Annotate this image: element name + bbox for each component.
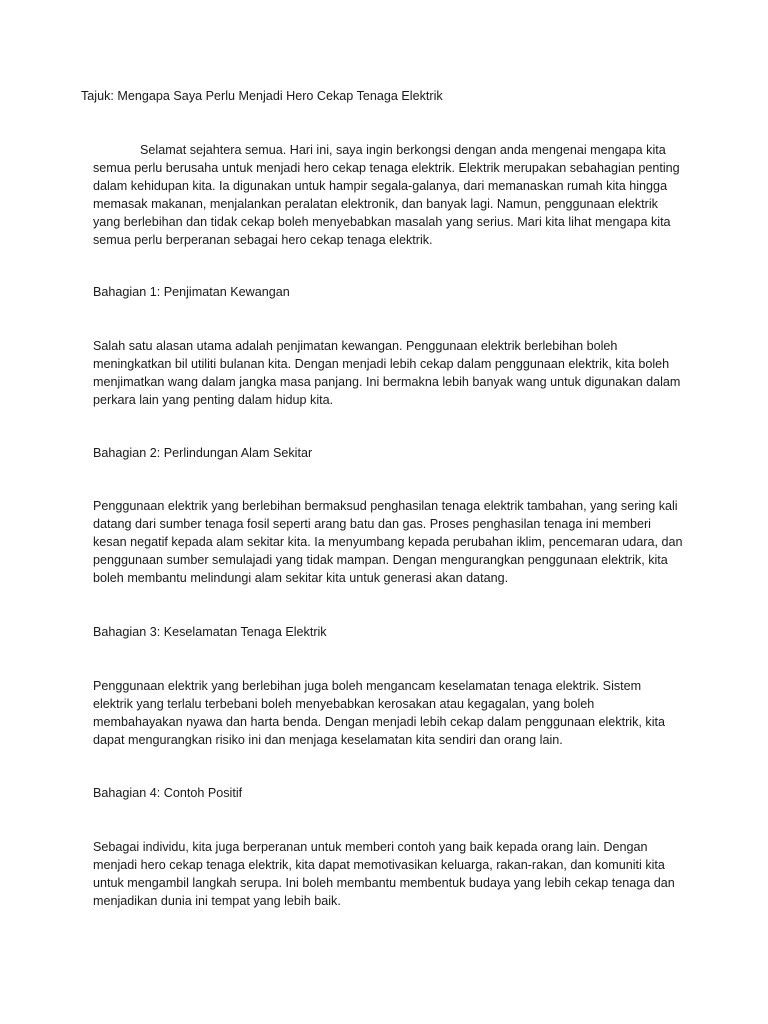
section-body-1: Salah satu alasan utama adalah penjimatan kewangan. Penggunaan elektrik berlebihan boleh meningkatkan bil utiliti bulanan kita. Dengan menjadi lebih cekap dalam penggunaan elektrik, kita boleh menjimatkan wang dalam jangka masa panjang. Ini bermakna lebih banyak wang untuk digunakan dalam perkara lain yang penting dalam hidup kita. <box>93 339 681 407</box>
section-heading-4: Bahagian 4: Contoh Positif <box>93 786 243 800</box>
section-heading-1: Bahagian 1: Penjimatan Kewangan <box>93 285 290 299</box>
section-heading-2: Bahagian 2: Perlindungan Alam Sekitar <box>93 446 313 460</box>
intro-paragraph: Selamat sejahtera semua. Hari ini, saya ingin berkongsi dengan anda mengenai mengapa kita semua perlu berusaha untuk menjadi hero cekap tenaga elektrik. Elektrik merupakan sebahagian penting dalam kehidupan kita. Ia digunakan untuk hampir segala-galanya, dari memanaskan rumah kita hingga memasak makanan, menjalankan peralatan elektronik, dan banyak lagi. Namun, penggunaan elektrik yang berlebihan dan tidak cekap boleh menyebabkan masalah yang serius. Mari kita lihat mengapa kita semua perlu berperanan sebagai hero cekap tenaga elektrik. <box>93 143 680 247</box>
document-title: Tajuk: Mengapa Saya Perlu Menjadi Hero Cekap Tenaga Elektrik <box>81 89 443 103</box>
section-body-2: Penggunaan elektrik yang berlebihan bermaksud penghasilan tenaga elektrik tambahan, yang sering kali datang dari sumber tenaga fosil seperti arang batu dan gas. Proses penghasilan tenaga ini memberi kesan negatif kepada alam sekitar kita. Ia menyumbang kepada perubahan iklim, pencemaran udara, dan penggunaan sumber semulajadi yang tidak mampan. Dengan mengurangkan penggunaan elektrik, kita boleh membantu melindungi alam sekitar kita untuk generasi akan datang. <box>93 499 683 585</box>
section-heading-3: Bahagian 3: Keselamatan Tenaga Elektrik <box>93 625 327 639</box>
section-body-3: Penggunaan elektrik yang berlebihan juga boleh mengancam keselamatan tenaga elektrik. Sistem elektrik yang terlalu terbebani boleh menyebabkan kerosakan atau kegagalan, yang boleh membahayakan nyawa dan harta benda. Dengan menjadi lebih cekap dalam penggunaan elektrik, kita dapat mengurangkan risiko ini dan menjaga keselamatan kita sendiri dan orang lain. <box>93 679 665 747</box>
section-body-4: Sebagai individu, kita juga berperanan untuk memberi contoh yang baik kepada orang lain. Dengan menjadi hero cekap tenaga elektrik, kita dapat memotivasikan keluarga, rakan-rakan, dan komuniti kita untuk mengambil langkah serupa. Ini boleh membantu membentuk budaya yang lebih cekap tenaga dan menjadikan dunia ini tempat yang lebih baik. <box>93 840 675 908</box>
